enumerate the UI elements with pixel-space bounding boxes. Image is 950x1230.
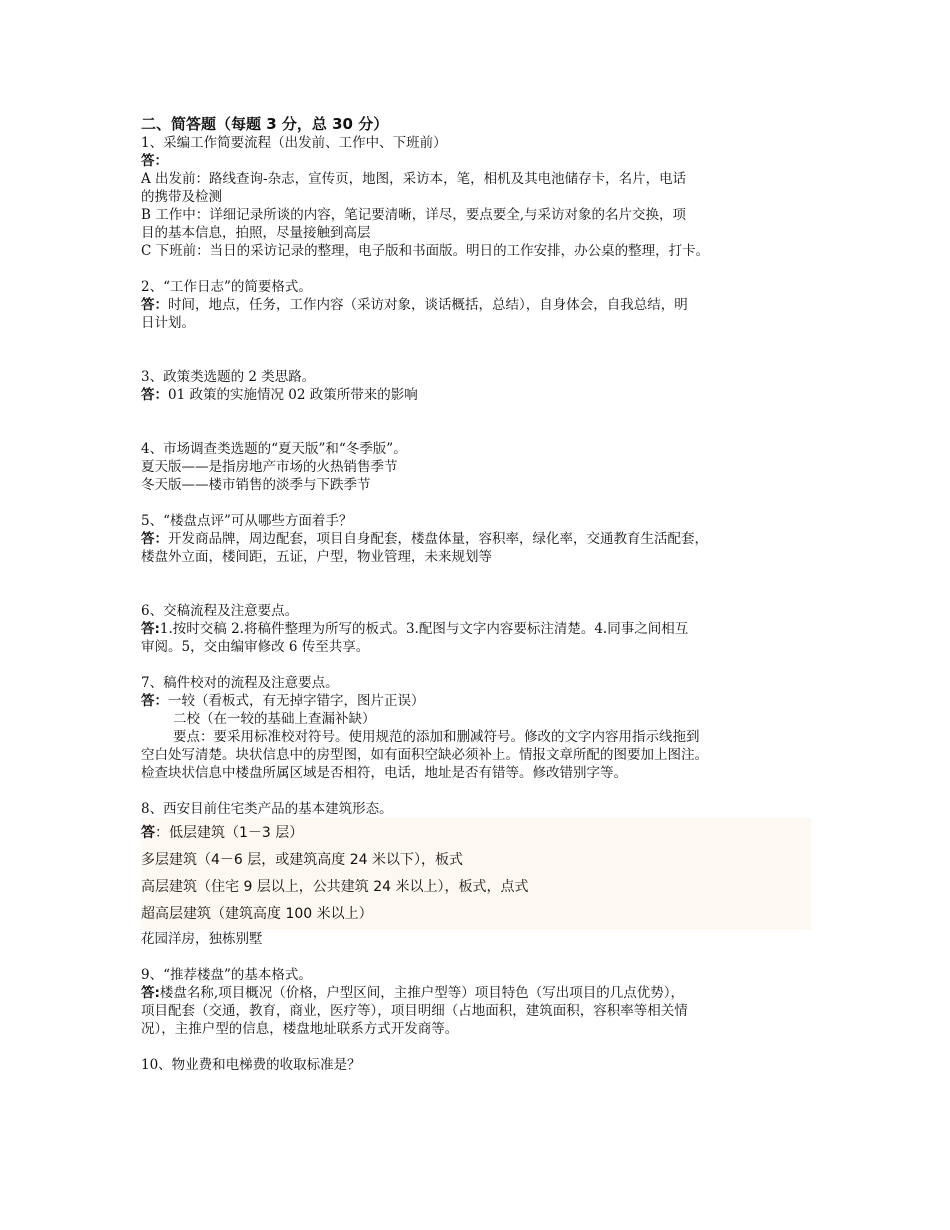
question-text: 3、政策类选题的 2 类思路。 — [141, 369, 316, 385]
question-text: 4、市场调查类选题的“夏天版”和“冬季版”。 — [141, 441, 407, 457]
question-9 — [141, 966, 831, 1038]
question-text: 5、“楼盘点评”可从哪些方面着手？ — [141, 513, 353, 529]
answer-line: 01 政策的实施情况 02 政策所带来的影响 — [168, 387, 418, 403]
answer-label: 答: — [141, 621, 160, 637]
answer-line: 检查块状信息中楼盘所属区域是否相符，电话，地址是否有错等。修改错别字等。 — [141, 765, 627, 781]
answer-label: 答 — [141, 825, 155, 841]
question-5 — [141, 512, 831, 566]
answer-line: 审阅。5，交由编审修改 6 传至共享。 — [141, 639, 370, 655]
answer-line: 1.按时交稿 2.将稿件整理为所写的板式。3.配图与文字内容要标注清楚。4.同事之间相互 — [159, 621, 689, 637]
question-text: 1、采编工作简要流程（出发前、工作中、下班前） — [141, 135, 447, 151]
building-type-row: 超高层建筑（建筑高度 100 米以上） — [141, 906, 373, 922]
question-8 — [141, 800, 831, 948]
question-4 — [141, 440, 831, 494]
building-type-row: ：低层建筑（1－3 层） — [155, 825, 304, 841]
answer-line: 的携带及检测 — [141, 189, 222, 205]
question-text: 8、西安目前住宅类产品的基本建筑形态。 — [141, 801, 393, 817]
question-2 — [141, 278, 831, 332]
question-3 — [141, 368, 831, 404]
answer-line: 目的基本信息，拍照，尽量接触到高层 — [141, 225, 371, 241]
answer-line: 日计划。 — [141, 315, 195, 331]
answer-line: 二校（在一较的基础上查漏补缺） — [173, 711, 376, 727]
question-10 — [141, 1056, 831, 1074]
answer-line: 冬天版——楼市销售的淡季与下跌季节 — [141, 477, 371, 493]
answer-line: 项目配套（交通，教育，商业，医疗等），项目明细（占地面积，建筑面积，容积率等相关情 — [141, 1003, 688, 1019]
question-7 — [141, 674, 831, 782]
building-types-box — [141, 818, 811, 930]
question-6 — [141, 602, 831, 656]
building-type-row: 高层建筑（住宅 9 层以上，公共建筑 24 米以上），板式，点式 — [141, 879, 529, 895]
answer-line: 况），主推户型的信息，楼盘地址联系方式开发商等。 — [141, 1021, 459, 1037]
answer-line: 楼盘外立面，楼间距，五证，户型，物业管理，未来规划等 — [141, 549, 492, 565]
answer-line: 要点：要采用标准校对符号。使用规范的添加和删减符号。修改的文字内容用指示线拖到 — [173, 729, 700, 745]
answer-line: 夏天版——是指房地产市场的火热销售季节 — [141, 459, 398, 475]
building-type-row: 多层建筑（4－6 层，或建筑高度 24 米以下），板式 — [141, 852, 463, 868]
document-page — [141, 114, 831, 1074]
answer-line: 花园洋房，独栋别墅 — [141, 931, 263, 947]
answer-line: B 工作中：详细记录所谈的内容，笔记要清晰，详尽，要点要全,与采访对象的名片交换，项 — [141, 207, 687, 223]
question-text: 9、“推荐楼盘”的基本格式。 — [141, 967, 312, 983]
question-1 — [141, 134, 831, 260]
answer-line: 时间，地点，任务，工作内容（采访对象，谈话概括，总结），自身体会，自我总结，明 — [168, 297, 688, 313]
answer-label: 答： — [141, 531, 168, 547]
answer-line: 一较（看板式，有无掉字错字，图片正误） — [168, 693, 425, 709]
answer-line: 空白处写清楚。块状信息中的房型图，如有面积空缺必须补上。情报文章所配的图要加上图注。 — [141, 747, 708, 763]
answer-line: 开发商品牌，周边配套，项目自身配套，楼盘体量，容积率，绿化率，交通教育生活配套， — [168, 531, 708, 547]
question-text: 6、交稿流程及注意要点。 — [141, 603, 299, 619]
answer-label: 答： — [141, 297, 168, 313]
answer-label: 答： — [141, 387, 168, 403]
question-text: 7、稿件校对的流程及注意要点。 — [141, 675, 339, 691]
question-text: 10、物业费和电梯费的收取标准是？ — [141, 1057, 361, 1073]
answer-label: 答: — [141, 985, 160, 1001]
answer-label: 答： — [141, 693, 168, 709]
answer-line: A 出发前：路线查询-杂志，宣传页，地图，采访本，笔，相机及其电池储存卡，名片，电话 — [141, 171, 687, 187]
answer-line: 楼盘名称,项目概况（价格，户型区间，主推户型等）项目特色（写出项目的几点优势）， — [159, 985, 684, 1001]
question-text: 2、“工作日志”的简要格式。 — [141, 279, 312, 295]
section-title: 二、简答题（每题 3 分，总 30 分） — [141, 115, 389, 133]
answer-label: 答： — [141, 153, 168, 169]
answer-line: C 下班前：当日的采访记录的整理，电子版和书面版。明日的工作安排，办公桌的整理，打卡。 — [141, 243, 710, 259]
